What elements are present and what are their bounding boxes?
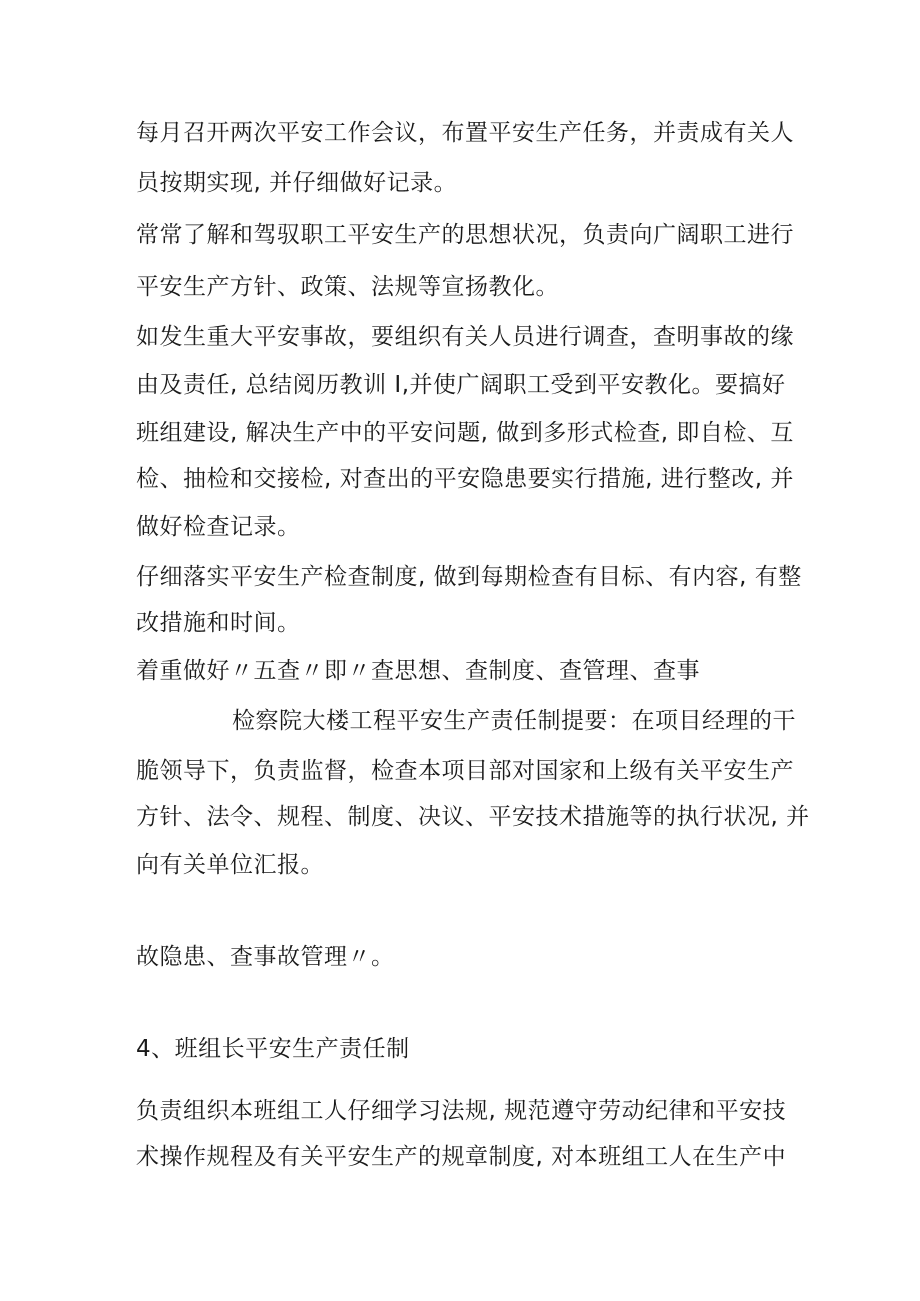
text-line: 如发生重大平安事故，要组织有关人员进行调查，查明事故的缘: [136, 324, 794, 350]
section-heading: 4、班组长平安生产责任制: [136, 1036, 410, 1062]
text-line: 检、抽检和交接检, 对查出的平安隐患要实行措施, 进行整改, 并: [136, 466, 794, 492]
text-line: 向有关单位汇报。: [136, 852, 324, 878]
text-line: 负责组织本班组工人仔细学习法规, 规范遵守劳动纪律和平安技: [136, 1098, 787, 1124]
text-line: 故隐患、查事故管理〃。: [136, 944, 395, 970]
text-line: 由及责任, 总结阅历教训 I,并使广阔职工受到平安教化。要搞好: [136, 372, 786, 398]
text-line: 术操作规程及有关平安生产的规章制度, 对本班组工人在生产中: [136, 1144, 787, 1170]
text-line: 做好检查记录。: [136, 514, 301, 540]
text-line: 着重做好〃五查〃即〃查思想、查制度、查管理、查事: [136, 658, 700, 684]
text-line: 常常了解和驾驭职工平安生产的思想状况，负责向广阔职工进行: [136, 222, 794, 248]
text-line: 平安生产方针、政策、法规等宣扬教化。: [136, 274, 559, 300]
text-line: 检察院大楼工程平安生产责任制提要：在项目经理的干: [232, 708, 796, 734]
text-line: 员按期实现, 并仔细做好记录。: [136, 170, 458, 196]
text-line: 每月召开两次平安工作会议，布置平安生产任务，并责成有关人: [136, 120, 794, 146]
text-line: 方针、法令、规程、制度、决议、平安技术措施等的执行状况, 并: [136, 804, 810, 830]
text-line: 脆领导下，负责监督，检查本项目部对国家和上级有关平安生产: [136, 758, 794, 784]
text-line: 班组建设, 解决生产中的平安问题, 做到多形式检查, 即自检、互: [136, 420, 794, 446]
text-line: 仔细落实平安生产检查制度, 做到每期检查有目标、有内容, 有整: [136, 564, 802, 590]
text-line: 改措施和时间。: [136, 610, 301, 636]
